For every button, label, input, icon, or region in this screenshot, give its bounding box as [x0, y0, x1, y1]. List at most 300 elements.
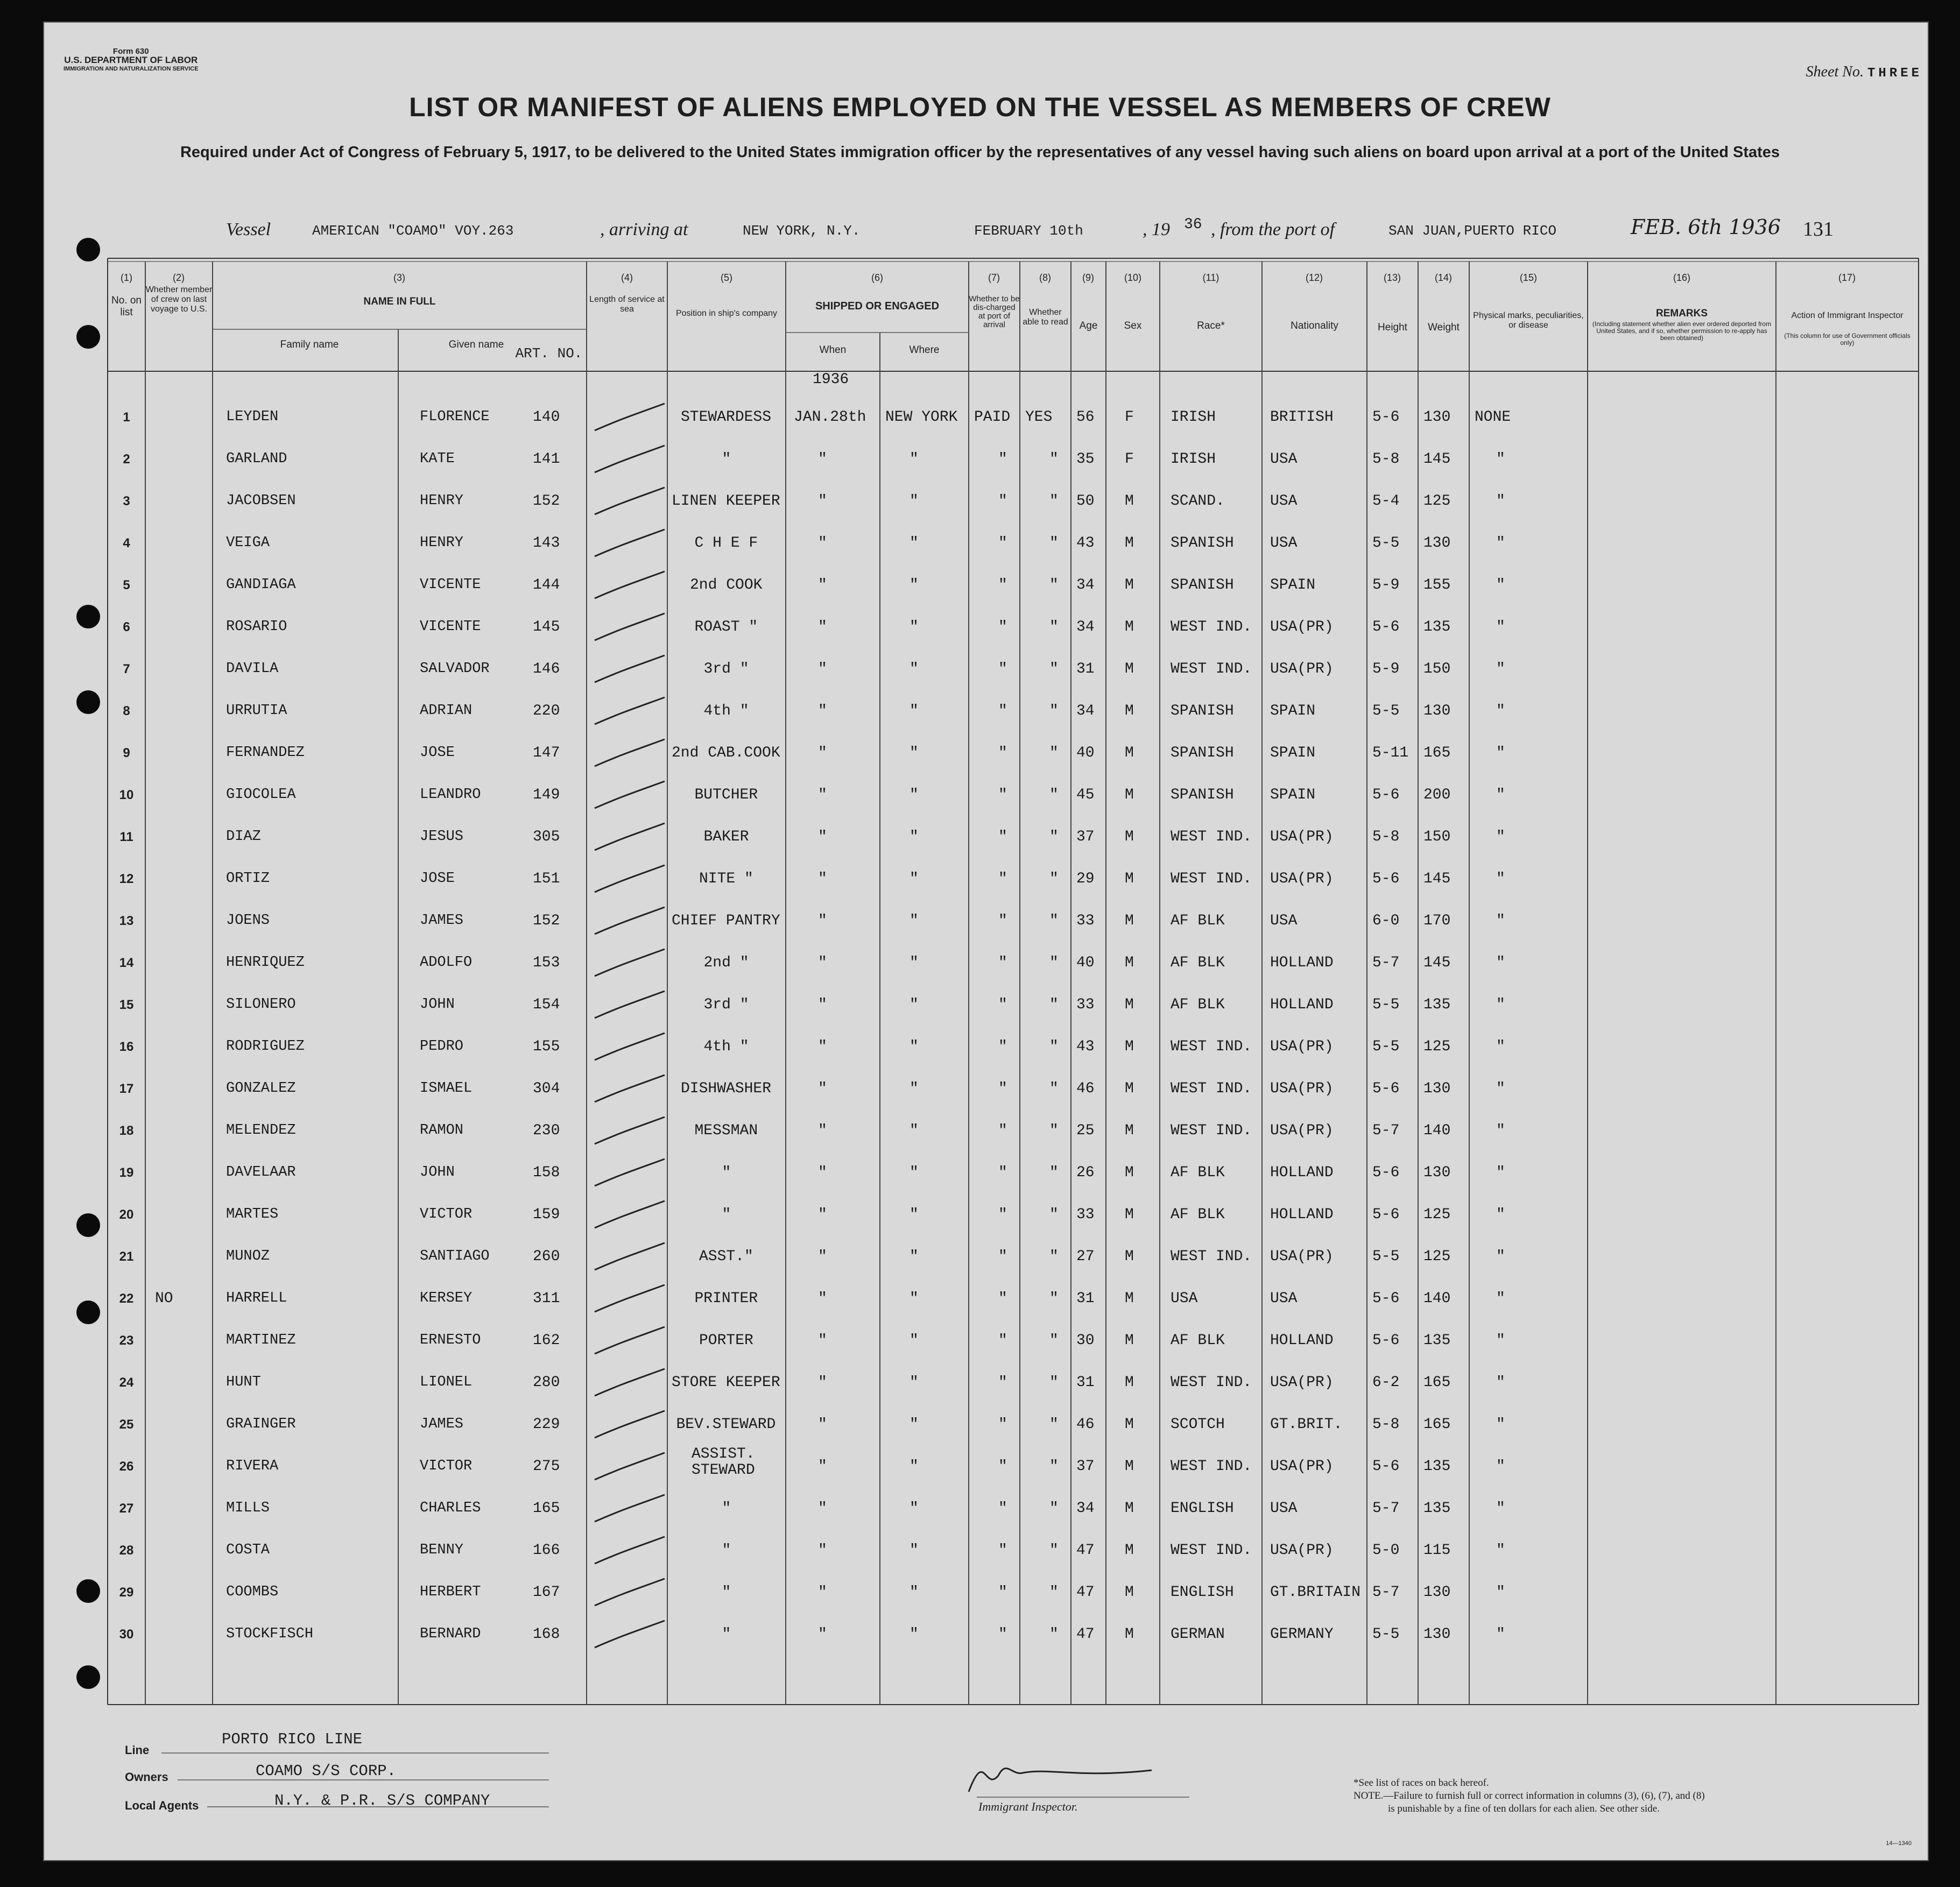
nationality-cell: BRITISH [1270, 409, 1334, 426]
sex-cell: M [1125, 996, 1134, 1013]
nationality-cell: GT.BRIT. [1270, 1416, 1343, 1433]
sex-cell: M [1125, 1206, 1134, 1223]
sex-cell: M [1125, 787, 1134, 803]
position-cell: STORE KEEPER [672, 1374, 780, 1391]
age-cell: 31 [1076, 661, 1095, 677]
age-cell: 31 [1076, 1290, 1095, 1307]
able-to-read-cell: " [1049, 1416, 1059, 1433]
art-no-cell: 305 [533, 829, 560, 845]
discharge-cell: " [998, 1416, 1007, 1433]
given-name-cell: SALVADOR [420, 661, 490, 677]
shipped-where-cell: " [910, 1500, 919, 1517]
nationality-cell: USA [1270, 535, 1298, 552]
race-cell: USA [1171, 1290, 1198, 1307]
weight-cell: 165 [1423, 1416, 1451, 1433]
height-cell: 5-5 [1372, 1626, 1400, 1643]
year-written: 1936 [813, 371, 849, 388]
nationality-cell: USA(PR) [1270, 1122, 1334, 1139]
weight-cell: 130 [1423, 1584, 1451, 1601]
age-cell: 34 [1076, 703, 1095, 719]
row-number: 22 [119, 1291, 134, 1306]
race-cell: WEST IND. [1171, 1542, 1252, 1559]
art-no-cell: 162 [533, 1332, 560, 1349]
physical-marks-cell: " [1496, 577, 1505, 593]
given-name-cell: ADRIAN [420, 703, 473, 719]
able-to-read-cell: " [1049, 955, 1059, 971]
row-number: 29 [119, 1585, 134, 1600]
height-cell: 5-11 [1372, 745, 1409, 761]
family-name-cell: GIOCOLEA [226, 787, 296, 803]
position-cell: " [722, 1626, 731, 1643]
able-to-read-cell: " [1049, 1542, 1059, 1559]
row-number: 4 [123, 536, 130, 550]
column-number: (8) [1039, 272, 1051, 283]
given-name-cell: JAMES [420, 1416, 464, 1432]
race-cell: ENGLISH [1171, 1500, 1234, 1517]
nationality-cell: USA(PR) [1270, 871, 1334, 887]
header-action-note: (This column for use of Government officials only) [1784, 332, 1910, 347]
able-to-read-cell: " [1049, 1038, 1059, 1055]
form-stamp: 14—1340 [1886, 1840, 1912, 1847]
shipped-when-cell: " [818, 996, 827, 1013]
shipped-where-cell: " [910, 1374, 919, 1391]
shipped-where-cell: " [910, 787, 919, 803]
age-cell: 31 [1076, 1374, 1095, 1391]
discharge-cell: " [998, 1080, 1007, 1097]
family-name-cell: ORTIZ [226, 871, 270, 887]
shipped-where-cell: " [910, 1542, 919, 1559]
family-name-cell: MILLS [226, 1500, 270, 1516]
race-cell: WEST IND. [1171, 619, 1252, 635]
height-cell: 5-8 [1372, 829, 1400, 845]
sex-cell: M [1125, 1164, 1134, 1181]
nationality-cell: GT.BRITAIN [1270, 1584, 1361, 1601]
height-cell: 5-6 [1372, 1290, 1400, 1307]
discharge-cell: " [998, 1458, 1007, 1475]
race-cell: WEST IND. [1171, 661, 1252, 677]
column-number: (11) [1202, 272, 1219, 283]
shipped-where-cell: " [910, 1332, 919, 1349]
position-cell: " [722, 1542, 731, 1559]
discharge-cell: " [998, 1332, 1007, 1349]
age-cell: 46 [1076, 1416, 1095, 1433]
shipped-where-cell: " [910, 745, 919, 761]
shipped-where-cell: " [910, 535, 919, 552]
column-number: (3) [393, 272, 405, 283]
able-to-read-cell: " [1049, 1584, 1059, 1601]
able-to-read-cell: " [1049, 1626, 1059, 1643]
shipped-where-cell: " [910, 451, 919, 468]
vessel-name: AMERICAN "COAMO" VOY.263 [312, 223, 514, 239]
art-no-cell: 140 [533, 409, 560, 426]
line-value: PORTO RICO LINE [222, 1730, 363, 1748]
able-to-read-cell: " [1049, 745, 1059, 761]
art-no-cell: 229 [533, 1416, 560, 1433]
nationality-cell: USA [1270, 913, 1298, 929]
shipped-when-cell: " [818, 745, 827, 761]
weight-cell: 115 [1423, 1542, 1451, 1559]
position-cell: " [722, 451, 731, 468]
sex-cell: M [1125, 1248, 1134, 1265]
nationality-cell: USA(PR) [1270, 1458, 1334, 1475]
given-name-cell: ADOLFO [420, 955, 473, 971]
arriving-label: , arriving at [600, 220, 688, 239]
nationality-cell: USA(PR) [1270, 1542, 1334, 1559]
nationality-cell: USA [1270, 1290, 1298, 1307]
arrival-date: FEBRUARY 10th [974, 223, 1083, 239]
height-cell: 5-6 [1372, 871, 1400, 887]
art-no-cell: 152 [533, 913, 560, 929]
sex-cell: M [1125, 619, 1134, 635]
header-race: Race* [1197, 320, 1225, 331]
art-no-cell: 144 [533, 577, 560, 593]
position-cell: 4th " [703, 1038, 749, 1055]
owners-label: Owners [125, 1770, 168, 1784]
row-number: 9 [123, 746, 130, 760]
position-cell: BUTCHER [694, 787, 758, 803]
race-cell: AF BLK [1171, 913, 1225, 929]
shipped-when-cell: " [818, 1122, 827, 1139]
sheet-value: THREE [1867, 66, 1922, 81]
sex-cell: M [1125, 871, 1134, 887]
height-cell: 5-7 [1372, 955, 1400, 971]
row-number: 17 [119, 1082, 134, 1096]
race-cell: SPANISH [1171, 787, 1234, 803]
column-number: (9) [1082, 272, 1094, 283]
able-to-read-cell: " [1049, 577, 1059, 593]
position-cell: BEV.STEWARD [676, 1416, 776, 1433]
sex-cell: M [1125, 829, 1134, 845]
physical-marks-cell: " [1496, 996, 1505, 1013]
header-family: Family name [280, 339, 339, 350]
weight-cell: 140 [1423, 1290, 1451, 1307]
nationality-cell: USA(PR) [1270, 619, 1334, 635]
row-number: 15 [119, 998, 134, 1012]
given-name-cell: ERNESTO [420, 1332, 481, 1348]
discharge-cell: " [998, 913, 1007, 929]
column-number: (1) [121, 272, 132, 283]
discharge-cell: " [998, 1374, 1007, 1391]
physical-marks-cell: " [1496, 1290, 1505, 1307]
weight-cell: 145 [1423, 451, 1451, 468]
position-cell: NITE " [699, 871, 753, 887]
age-cell: 43 [1076, 535, 1095, 552]
weight-cell: 125 [1423, 1248, 1451, 1265]
department: U.S. DEPARTMENT OF LABOR [64, 55, 198, 65]
year-prefix: , 19 [1143, 220, 1170, 239]
race-cell: WEST IND. [1171, 1458, 1252, 1475]
nationality-cell: HOLLAND [1270, 1332, 1334, 1349]
shipped-where-cell: " [910, 913, 919, 929]
able-to-read-cell: " [1049, 1164, 1059, 1181]
column-number: (13) [1383, 272, 1401, 283]
position-cell: CHIEF PANTRY [672, 913, 780, 929]
shipped-when-cell: " [818, 1332, 827, 1349]
position-cell: ASST." [699, 1248, 753, 1265]
discharge-cell: " [998, 493, 1007, 510]
position-cell: 2nd " [703, 955, 749, 971]
height-cell: 5-8 [1372, 1416, 1400, 1433]
family-name-cell: HARRELL [226, 1290, 287, 1306]
shipped-when-cell: " [818, 1500, 827, 1517]
art-no-cell: 151 [533, 871, 560, 887]
race-cell: SCAND. [1171, 493, 1225, 510]
height-cell: 5-9 [1372, 661, 1400, 677]
shipped-where-cell: " [910, 955, 919, 971]
nationality-cell: SPAIN [1270, 577, 1316, 593]
row-number: 14 [119, 956, 134, 970]
weight-cell: 135 [1423, 1500, 1451, 1517]
position-cell: ASSIST. STEWARD [692, 1446, 755, 1479]
discharge-cell: " [998, 619, 1007, 635]
physical-marks-cell: " [1496, 1542, 1505, 1559]
physical-marks-cell: " [1496, 493, 1505, 510]
physical-marks-cell: " [1496, 955, 1505, 971]
age-cell: 47 [1076, 1626, 1095, 1643]
arrival-year: 36 [1184, 216, 1202, 233]
physical-marks-cell: " [1496, 913, 1505, 929]
sex-cell: M [1125, 1038, 1134, 1055]
race-cell: SPANISH [1171, 535, 1234, 552]
weight-cell: 125 [1423, 1206, 1451, 1223]
shipped-where-cell: " [910, 1206, 919, 1223]
row-number: 18 [119, 1123, 134, 1138]
weight-cell: 130 [1423, 703, 1451, 719]
family-name-cell: GANDIAGA [226, 577, 296, 593]
header-height: Height [1378, 322, 1407, 333]
physical-marks-cell: NONE [1475, 409, 1511, 426]
family-name-cell: VEIGA [226, 535, 270, 551]
family-name-cell: GARLAND [226, 451, 287, 467]
weight-cell: 135 [1423, 1458, 1451, 1475]
physical-marks-cell: " [1496, 1332, 1505, 1349]
physical-marks-cell: " [1496, 1374, 1505, 1391]
column-number: (10) [1124, 272, 1141, 283]
height-cell: 5-9 [1372, 577, 1400, 593]
sex-cell: M [1125, 535, 1134, 552]
sex-cell: F [1125, 409, 1134, 426]
shipped-when-cell: " [818, 829, 827, 845]
position-cell: 4th " [703, 703, 749, 719]
given-name-cell: HENRY [420, 493, 464, 509]
art-no-cell: 165 [533, 1500, 560, 1517]
row-number: 3 [123, 494, 130, 508]
shipped-when-cell: " [818, 703, 827, 719]
weight-cell: 130 [1423, 1164, 1451, 1181]
height-cell: 5-4 [1372, 493, 1400, 510]
able-to-read-cell: " [1049, 1332, 1059, 1349]
row-number: 10 [119, 788, 134, 802]
inspector-signature [969, 1768, 1152, 1792]
shipped-where-cell: " [910, 577, 919, 593]
age-cell: 27 [1076, 1248, 1095, 1265]
sex-cell: M [1125, 913, 1134, 929]
able-to-read-cell: " [1049, 1500, 1059, 1517]
family-name-cell: HUNT [226, 1374, 261, 1390]
sex-cell: M [1125, 1458, 1134, 1475]
sex-cell: M [1125, 1542, 1134, 1559]
race-cell: WEST IND. [1171, 1248, 1252, 1265]
height-cell: 5-6 [1372, 1332, 1400, 1349]
able-to-read-cell: " [1049, 913, 1059, 929]
position-cell: " [722, 1164, 731, 1181]
sex-cell: M [1125, 493, 1134, 510]
row-number: 16 [119, 1040, 134, 1054]
shipped-where-cell: " [910, 1584, 919, 1601]
discharge-cell: " [998, 787, 1007, 803]
given-name-cell: BERNARD [420, 1626, 481, 1642]
column-number: (6) [871, 272, 883, 283]
shipped-when-cell: " [818, 535, 827, 552]
height-cell: 5-7 [1372, 1584, 1400, 1601]
nationality-cell: HOLLAND [1270, 1206, 1334, 1223]
position-cell: DISHWASHER [681, 1080, 772, 1097]
nationality-cell: USA(PR) [1270, 1038, 1334, 1055]
shipped-where-cell: " [910, 996, 919, 1013]
able-to-read-cell: " [1049, 1290, 1059, 1307]
position-cell: PORTER [699, 1332, 753, 1349]
column-number: (2) [173, 272, 185, 283]
position-cell: 2nd CAB.COOK [672, 745, 780, 761]
shipped-where-cell: " [910, 1416, 919, 1433]
discharge-cell: " [998, 829, 1007, 845]
given-name-cell: JOHN [420, 1164, 455, 1181]
shipped-where-cell: " [910, 1080, 919, 1097]
age-cell: 56 [1076, 409, 1095, 426]
given-name-cell: SANTIAGO [420, 1248, 490, 1264]
height-cell: 5-6 [1372, 787, 1400, 803]
family-name-cell: LEYDEN [226, 409, 279, 425]
nationality-cell: HOLLAND [1270, 955, 1334, 971]
given-name-cell: PEDRO [420, 1038, 464, 1055]
height-cell: 6-2 [1372, 1374, 1400, 1391]
header-position: Position in ship's company [675, 309, 778, 318]
shipped-when-cell: " [818, 451, 827, 468]
discharge-cell: " [998, 451, 1007, 468]
race-cell: WEST IND. [1171, 871, 1252, 887]
height-cell: 5-7 [1372, 1122, 1400, 1139]
nationality-cell: SPAIN [1270, 703, 1316, 719]
nationality-cell: HOLLAND [1270, 996, 1334, 1013]
height-cell: 6-0 [1372, 913, 1400, 929]
header-sex: Sex [1124, 320, 1142, 331]
sheet-label: Sheet No. [1806, 63, 1864, 80]
physical-marks-cell: " [1496, 871, 1505, 887]
given-name-cell: JAMES [420, 913, 464, 929]
physical-marks-cell: " [1496, 829, 1505, 845]
sex-cell: M [1125, 577, 1134, 593]
position-cell: C H E F [694, 535, 758, 552]
race-cell: AF BLK [1171, 955, 1225, 971]
weight-cell: 135 [1423, 1332, 1451, 1349]
age-cell: 26 [1076, 1164, 1095, 1181]
row-number: 2 [123, 452, 130, 467]
able-to-read-cell: " [1049, 1248, 1059, 1265]
weight-cell: 150 [1423, 829, 1451, 845]
physical-marks-cell: " [1496, 1416, 1505, 1433]
shipped-where-cell: " [910, 1458, 919, 1475]
family-name-cell: MARTINEZ [226, 1332, 296, 1348]
given-name-cell: VICENTE [420, 619, 481, 635]
column-number: (4) [621, 272, 633, 283]
art-no-cell: 147 [533, 745, 560, 761]
family-name-cell: URRUTIA [226, 703, 287, 719]
age-cell: 33 [1076, 996, 1095, 1013]
given-name-cell: LIONEL [420, 1374, 473, 1390]
sex-cell: M [1125, 745, 1134, 761]
position-cell: MESSMAN [694, 1122, 758, 1139]
height-cell: 5-5 [1372, 996, 1400, 1013]
nationality-cell: SPAIN [1270, 745, 1316, 761]
row-number: 19 [119, 1165, 134, 1180]
able-to-read-cell: " [1049, 535, 1059, 552]
physical-marks-cell: " [1496, 1164, 1505, 1181]
sex-cell: M [1125, 661, 1134, 677]
shipped-when-cell: " [818, 1542, 827, 1559]
departure-port: SAN JUAN,PUERTO RICO [1388, 223, 1557, 239]
family-name-cell: RIVERA [226, 1458, 279, 1474]
column-number: (12) [1305, 272, 1323, 283]
able-to-read-cell: " [1049, 829, 1059, 845]
nationality-cell: USA(PR) [1270, 661, 1334, 677]
sex-cell: M [1125, 1500, 1134, 1517]
shipped-where-cell: " [910, 829, 919, 845]
weight-cell: 165 [1423, 1374, 1451, 1391]
physical-marks-cell: " [1496, 619, 1505, 635]
header-age: Age [1079, 320, 1098, 331]
able-to-read-cell: " [1049, 703, 1059, 719]
race-cell: IRISH [1171, 451, 1216, 468]
row-number: 13 [119, 914, 134, 928]
height-cell: 5-5 [1372, 1248, 1400, 1265]
from-label: , from the port of [1211, 220, 1335, 239]
physical-marks-cell: " [1496, 1584, 1505, 1601]
discharge-cell: " [998, 1122, 1007, 1139]
discharge-cell: " [998, 745, 1007, 761]
shipped-where-cell: " [910, 1626, 919, 1643]
sex-cell: F [1125, 451, 1134, 468]
page-number: 131 [1803, 218, 1834, 241]
art-no-cell: 145 [533, 619, 560, 635]
shipped-when-cell: " [818, 619, 827, 635]
race-cell: AF BLK [1171, 1164, 1225, 1181]
header-art: ART. NO. [515, 345, 583, 362]
art-no-cell: 158 [533, 1164, 560, 1181]
position-cell: BAKER [703, 829, 749, 845]
position-cell: 2nd COOK [690, 577, 763, 593]
column-number: (5) [721, 272, 732, 283]
shipped-when-cell: " [818, 1290, 827, 1307]
art-no-cell: 304 [533, 1080, 560, 1097]
shipped-where-cell: " [910, 493, 919, 510]
inspector-label: Immigrant Inspector. [978, 1800, 1078, 1813]
service: IMMIGRATION AND NATURALIZATION SERVICE [64, 66, 199, 72]
family-name-cell: GRAINGER [226, 1416, 296, 1432]
header-nationality: Nationality [1291, 320, 1338, 331]
position-cell: 3rd " [703, 996, 749, 1013]
discharge-cell: " [998, 703, 1007, 719]
art-no-cell: 155 [533, 1038, 560, 1055]
age-cell: 25 [1076, 1122, 1095, 1139]
shipped-where-cell: " [910, 1248, 919, 1265]
discharge-cell: PAID [974, 409, 1011, 426]
shipped-when-cell: " [818, 1584, 827, 1601]
given-name-cell: VICTOR [420, 1206, 473, 1222]
given-name-cell: HERBERT [420, 1584, 481, 1600]
height-cell: 5-8 [1372, 451, 1400, 468]
given-name-cell: BENNY [420, 1542, 464, 1558]
art-no-cell: 260 [533, 1248, 560, 1265]
